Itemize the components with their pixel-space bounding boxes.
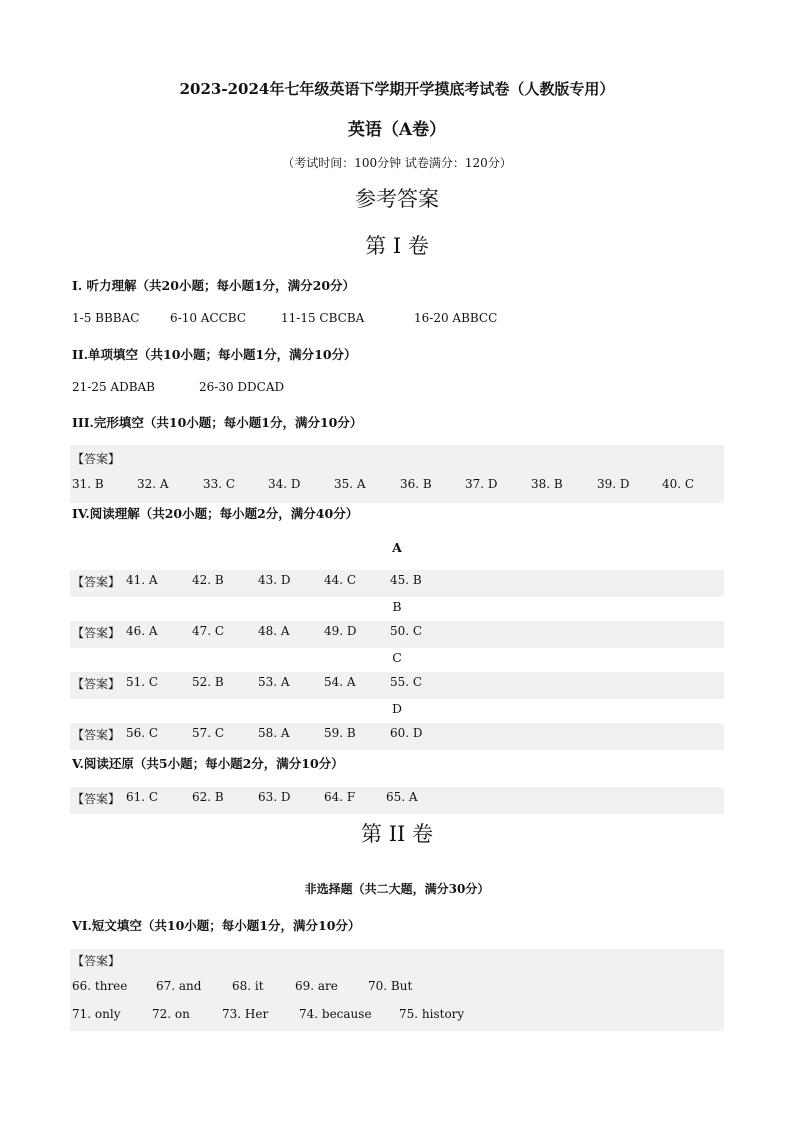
answer-item: 63. D bbox=[258, 790, 291, 804]
answer-label: 【答案】 bbox=[72, 677, 121, 691]
answer-item: 36. B bbox=[400, 477, 432, 491]
exam-title: 2023-2024年七年级英语下学期开学摸底考试卷（人教版专用） bbox=[179, 80, 615, 98]
passage-d-letter: D bbox=[391, 701, 403, 716]
answer-item: 62. B bbox=[192, 790, 224, 804]
answer-item: 65. A bbox=[386, 790, 418, 804]
answer-group: 1-5 BBBAC bbox=[72, 311, 140, 325]
answer-group: 6-10 ACCBC bbox=[170, 311, 247, 325]
answer-item: 44. C bbox=[324, 573, 357, 587]
answer-item: 64. F bbox=[324, 790, 356, 804]
answer-item: 71. only bbox=[72, 1007, 121, 1021]
answer-item: 45. B bbox=[390, 573, 422, 587]
answer-item: 68. it bbox=[232, 979, 264, 993]
answer-label: 【答案】 bbox=[72, 728, 121, 742]
answer-item: 48. A bbox=[258, 624, 290, 638]
answer-item: 57. C bbox=[192, 726, 225, 740]
answer-label: 【答案】 bbox=[72, 575, 121, 589]
answer-item: 32. A bbox=[137, 477, 169, 491]
answer-item: 43. D bbox=[258, 573, 291, 587]
answer-item: 41. A bbox=[126, 573, 158, 587]
answer-item: 54. A bbox=[324, 675, 356, 689]
section-3-answer-box bbox=[70, 445, 724, 503]
exam-info: （考试时间：100分钟 试卷满分：120分） bbox=[282, 156, 512, 170]
answer-group: 26-30 DDCAD bbox=[199, 380, 285, 394]
answer-item: 74. because bbox=[299, 1007, 372, 1021]
section-5-title: V.阅读还原（共5小题；每小题2分，满分10分） bbox=[72, 756, 344, 771]
answer-group: 21-25 ADBAB bbox=[72, 380, 155, 394]
section-4-title: IV.阅读理解（共20小题；每小题2分，满分40分） bbox=[72, 506, 359, 521]
answer-item: 61. C bbox=[126, 790, 159, 804]
answer-item: 46. A bbox=[126, 624, 158, 638]
answer-item: 72. on bbox=[152, 1007, 190, 1021]
answer-group: 16-20 ABBCC bbox=[414, 311, 498, 325]
answer-item: 58. A bbox=[258, 726, 290, 740]
answer-item: 42. B bbox=[192, 573, 224, 587]
answer-item: 35. A bbox=[334, 477, 366, 491]
answer-group: 11-15 CBCBA bbox=[281, 311, 365, 325]
section-3-title: III.完形填空（共10小题；每小题1分，满分10分） bbox=[72, 415, 363, 430]
volume-2-heading: 第 II 卷 bbox=[361, 822, 433, 846]
answer-label: 【答案】 bbox=[72, 452, 121, 466]
answer-item: 75. history bbox=[399, 1007, 465, 1021]
answer-item: 33. C bbox=[203, 477, 236, 491]
answer-item: 56. C bbox=[126, 726, 159, 740]
answer-item: 52. B bbox=[192, 675, 224, 689]
answer-label: 【答案】 bbox=[72, 626, 121, 640]
answer-item: 38. B bbox=[531, 477, 563, 491]
answer-item: 70. But bbox=[368, 979, 413, 993]
answer-item: 34. D bbox=[268, 477, 301, 491]
answer-item: 40. C bbox=[662, 477, 695, 491]
answer-label: 【答案】 bbox=[72, 954, 121, 968]
answer-item: 37. D bbox=[465, 477, 498, 491]
answer-item: 47. C bbox=[192, 624, 225, 638]
answer-item: 50. C bbox=[390, 624, 423, 638]
answer-item: 59. B bbox=[324, 726, 356, 740]
answer-item: 67. and bbox=[156, 979, 202, 993]
answer-item: 69. are bbox=[295, 979, 338, 993]
volume-1-heading: 第 I 卷 bbox=[365, 234, 429, 258]
exam-subtitle: 英语（A卷） bbox=[347, 120, 447, 140]
answers-heading: 参考答案 bbox=[355, 187, 439, 211]
answer-item: 73. Her bbox=[222, 1007, 269, 1021]
passage-b-letter: B bbox=[392, 599, 402, 614]
section-6-title: VI.短文填空（共10小题；每小题1分，满分10分） bbox=[72, 918, 361, 933]
answer-item: 66. three bbox=[72, 979, 128, 993]
answer-item: 31. B bbox=[72, 477, 104, 491]
answer-item: 53. A bbox=[258, 675, 290, 689]
passage-c-letter: C bbox=[392, 650, 402, 665]
answer-item: 60. D bbox=[390, 726, 423, 740]
answer-label: 【答案】 bbox=[72, 792, 121, 806]
answer-item: 51. C bbox=[126, 675, 159, 689]
answer-item: 39. D bbox=[597, 477, 630, 491]
non-selection-heading: 非选择题（共二大题，满分30分） bbox=[304, 882, 490, 896]
answer-item: 55. C bbox=[390, 675, 423, 689]
section-1-title: I. 听力理解（共20小题；每小题1分，满分20分） bbox=[72, 278, 356, 293]
answer-item: 49. D bbox=[324, 624, 357, 638]
passage-a-letter: A bbox=[392, 540, 402, 555]
section-2-title: II.单项填空（共10小题；每小题1分，满分10分） bbox=[72, 347, 357, 362]
